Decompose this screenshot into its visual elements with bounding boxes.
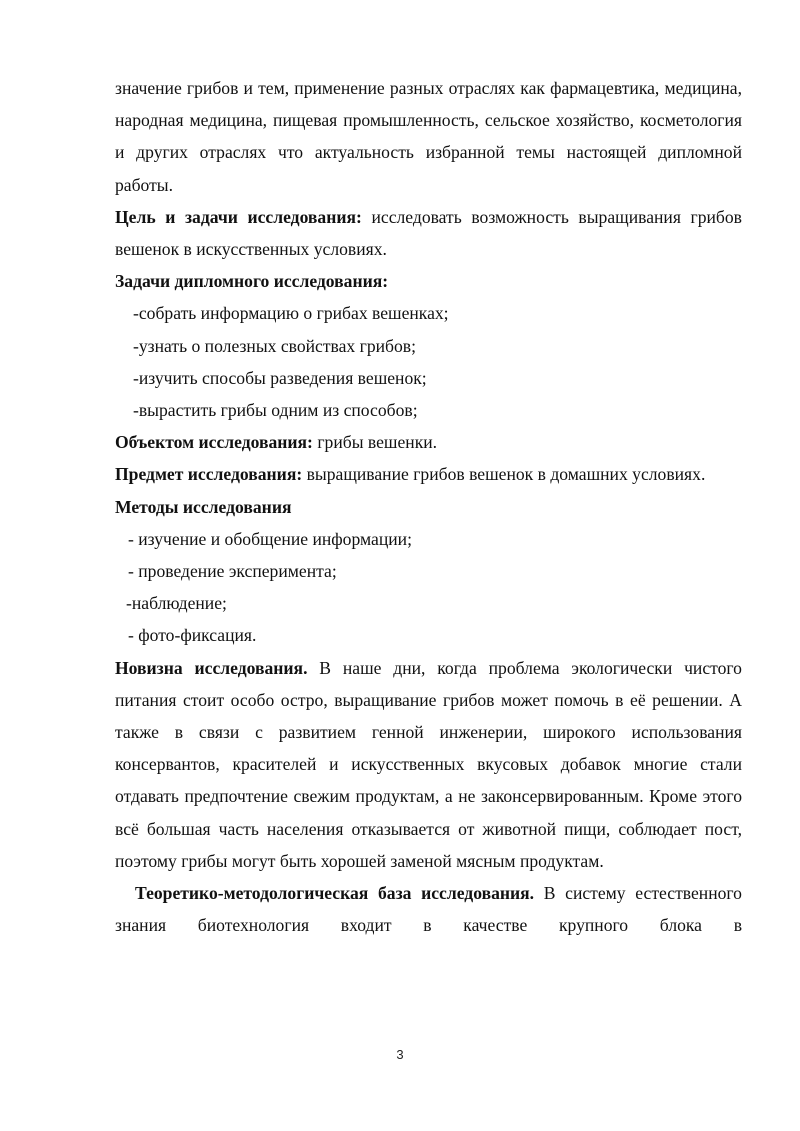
list-item: -собрать информацию о грибах вешенках; (133, 303, 449, 324)
intro-paragraph: значение грибов и тем, применение разных отраслях как фармацевтика, медицина, народная медицина, пищевая промышленность, сельское хозяйство, косметология и других отраслях что актуальность избранной темы настоящей дипломной работы. (115, 78, 742, 195)
object-text: грибы вешенки. (312, 432, 438, 453)
theory-paragraph (115, 877, 742, 941)
list-item: - проведение эксперимента; (128, 561, 337, 582)
document-body (115, 72, 742, 941)
list-item: -изучить способы разведения вешенок; (133, 367, 427, 388)
object-paragraph (115, 426, 742, 458)
novelty-paragraph (115, 652, 742, 877)
tasks-list (115, 297, 742, 426)
theory-text: В систему естественного знания биотехнология входит в качестве крупного блока в (115, 883, 742, 936)
list-item: -вырастить грибы одним из способов; (133, 400, 418, 421)
novelty-text: В наше дни, когда проблема экологически чистого питания стоит особо остро, выращивание грибов может помочь в её решении. А также в связи с развитием генной инженерии, широкого использования консервантов, красителей и искусственных вкусовых добавок многие стали отдавать предпочтение свежим продуктам, а не законсервированным. Кроме этого всё большая часть населения отказывается от животной пищи, соблюдает пост, поэтому грибы могут быть хорошей заменой мясным продуктам. (115, 657, 742, 871)
goal-text: исследовать возможность выращивания грибов вешенок в искусственных условиях. (115, 206, 742, 260)
methods-list (115, 523, 742, 652)
goal-label: Цель и задачи исследования: (115, 206, 362, 227)
list-item: -наблюдение; (126, 593, 227, 614)
list-item: - фото-фиксация. (128, 625, 257, 646)
methods-heading: Методы исследования (115, 496, 292, 517)
goal-paragraph (115, 201, 742, 265)
subject-paragraph (115, 458, 742, 490)
page-number: 3 (396, 1047, 404, 1062)
subject-text: выращивание грибов вешенок в домашних условиях. (302, 464, 706, 485)
object-label: Объектом исследования: (115, 432, 313, 453)
theory-label: Теоретико-методологическая база исследования. (135, 883, 535, 904)
tasks-heading: Задачи дипломного исследования: (115, 271, 389, 292)
subject-label: Предмет исследования: (115, 464, 303, 485)
list-item: -узнать о полезных свойствах грибов; (133, 335, 417, 356)
list-item: - изучение и обобщение информации; (128, 528, 412, 549)
novelty-label: Новизна исследования. (115, 657, 308, 678)
